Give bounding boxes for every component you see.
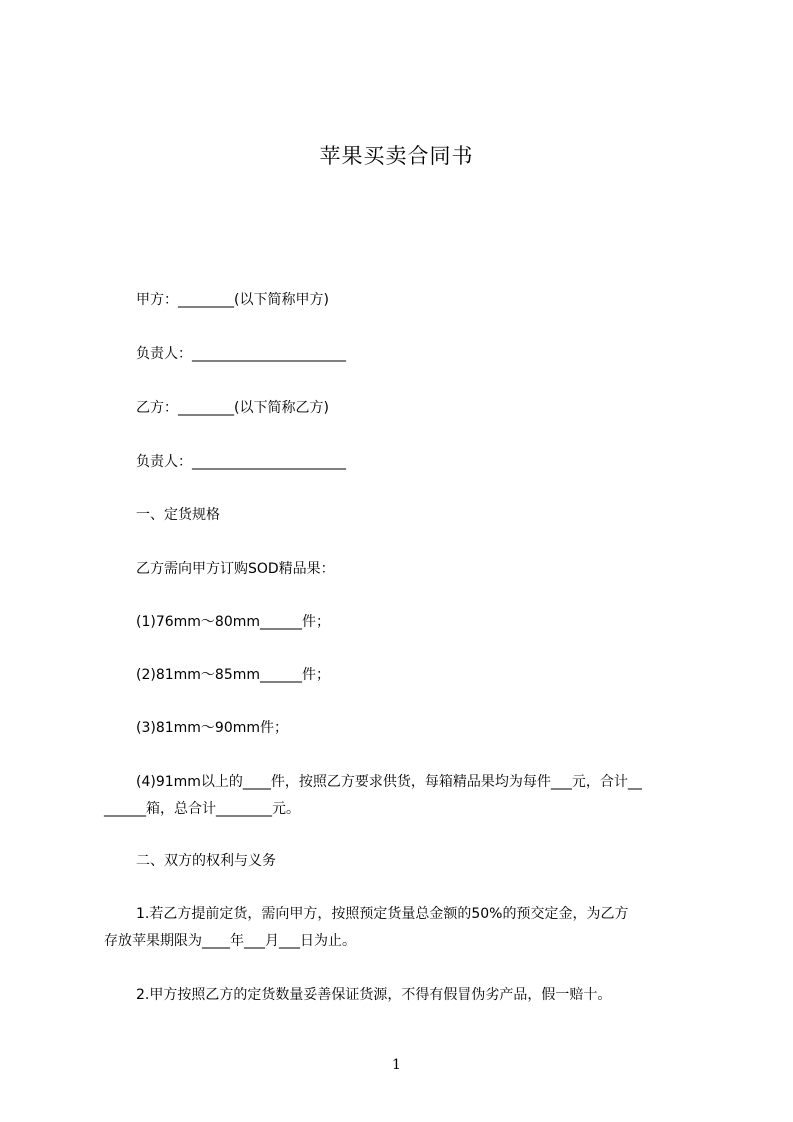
page-number: 1 bbox=[392, 1057, 401, 1073]
document-title: 苹果买卖合同书 bbox=[319, 144, 474, 168]
order-item-3: (3)81mm～90mm件； bbox=[136, 720, 289, 736]
section-heading-specifications: 一、定货规格 bbox=[136, 507, 220, 523]
order-intro-line: 乙方需向甲方订购SOD精品果： bbox=[136, 561, 335, 577]
party-a-representative-line: 负责人：______________________ bbox=[136, 346, 346, 362]
party-a-line: 甲方：________(以下简称甲方) bbox=[136, 292, 329, 308]
clause-1-continuation: 存放苹果期限为____年___月___日为止。 bbox=[104, 933, 356, 949]
section-heading-rights-obligations: 二、双方的权利与义务 bbox=[136, 853, 276, 869]
order-item-2: (2)81mm～85mm______件； bbox=[136, 667, 331, 683]
order-item-4: (4)91mm以上的____件，按照乙方要求供货，每箱精品果均为每件___元，合计__ bbox=[136, 774, 642, 790]
order-item-1: (1)76mm～80mm______件； bbox=[136, 614, 331, 630]
party-b-line: 乙方：________(以下简称乙方) bbox=[136, 400, 329, 416]
clause-2: 2.甲方按照乙方的定货数量妥善保证货源，不得有假冒伪劣产品，假一赔十。 bbox=[136, 987, 612, 1003]
clause-1: 1.若乙方提前定货，需向甲方，按照预定货量总金额的50%的预交定金，为乙方 bbox=[136, 906, 629, 922]
order-item-4-continuation: ______箱，总合计________元。 bbox=[104, 801, 300, 817]
party-b-representative-line: 负责人：______________________ bbox=[136, 454, 346, 470]
